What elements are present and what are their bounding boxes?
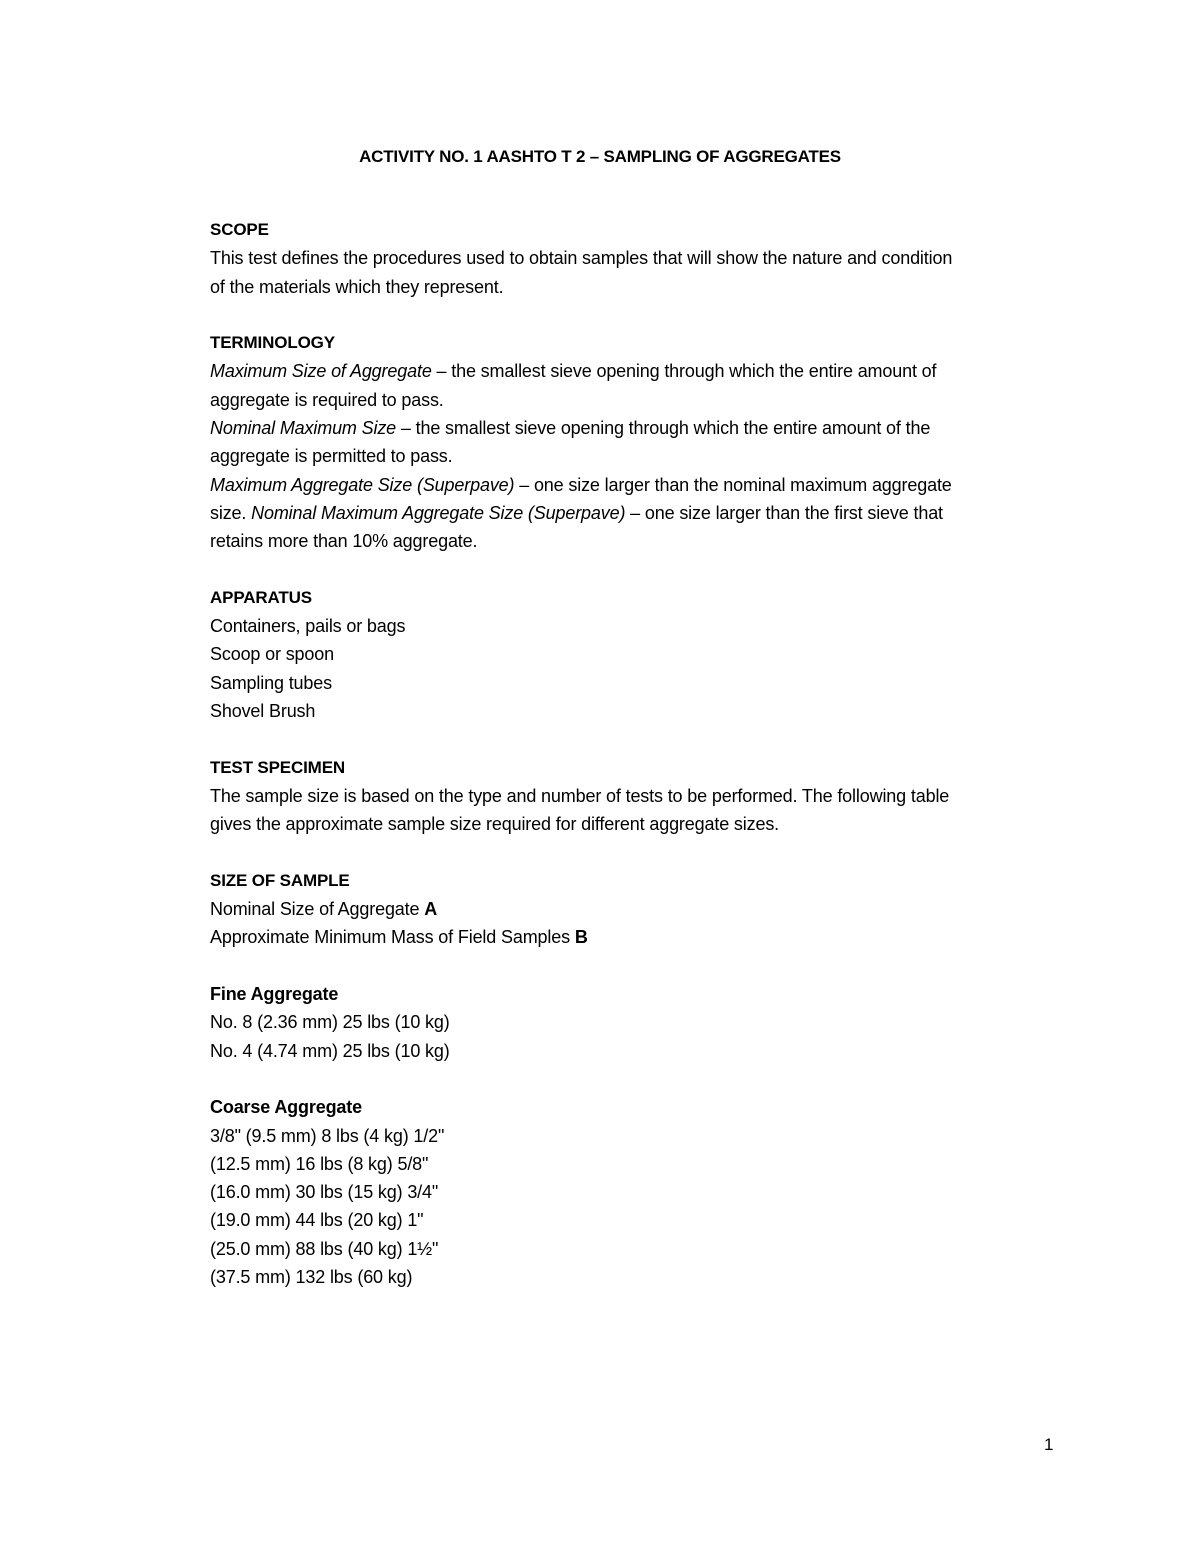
spacer (210, 301, 1070, 329)
min-mass-label: Approximate Minimum Mass of Field Samples (210, 927, 575, 948)
coarse-aggregate-row: 3/8" (9.5 mm) 8 lbs (4 kg) 1/2" (210, 1125, 445, 1146)
coarse-aggregate-row: (37.5 mm) 132 lbs (60 kg) (210, 1266, 413, 1287)
term-max-size-definition: – the smallest sieve opening through which the entire amount of (431, 361, 937, 382)
size-of-sample-heading: SIZE OF SAMPLE (210, 870, 350, 890)
term-superpave-max-definition-end: size. (210, 502, 252, 523)
term-superpave-nominal-line-2: retains more than 10% aggregate. (210, 531, 478, 552)
terminology-heading: TERMINOLOGY (210, 333, 335, 353)
nominal-size-label: Nominal Size of Aggregate (210, 899, 425, 920)
coarse-aggregate-row: (25.0 mm) 88 lbs (40 kg) 1½" (210, 1238, 439, 1259)
term-nominal-max-definition: – the smallest sieve opening through which the entire amount of the (396, 418, 931, 439)
spacer (210, 556, 1070, 584)
test-specimen-heading: TEST SPECIMEN (210, 757, 346, 777)
spacer (210, 1065, 1070, 1093)
size-of-sample-line-2 (210, 923, 1070, 951)
coarse-aggregate-row: (19.0 mm) 44 lbs (20 kg) 1" (210, 1210, 424, 1231)
fine-aggregate-row: No. 4 (4.74 mm) 25 lbs (10 kg) (210, 1040, 450, 1061)
coarse-aggregate-heading: Coarse Aggregate (210, 1097, 362, 1118)
term-max-size: Maximum Size of Aggregate (210, 361, 432, 382)
term-superpave-nominal-definition: – one size larger than the first sieve that (625, 502, 943, 523)
coarse-aggregate-row: (12.5 mm) 16 lbs (8 kg) 5/8" (210, 1153, 429, 1174)
apparatus-item: Shovel Brush (210, 701, 316, 722)
note-marker-a: A (424, 899, 438, 920)
scope-heading: SCOPE (210, 220, 269, 239)
spacer (210, 725, 1070, 753)
term-superpave-max: Maximum Aggregate Size (Superpave) (210, 474, 515, 495)
term-superpave-max-line-1 (210, 471, 1070, 499)
apparatus-item: Scoop or spoon (210, 644, 334, 665)
term-max-size-line-1 (210, 357, 1070, 385)
term-nominal-max-line-1 (210, 414, 1070, 442)
term-superpave-max-definition: – one size larger than the nominal maximum aggregate (514, 474, 952, 495)
test-specimen-line-2: gives the approximate sample size required for different aggregate sizes. (210, 814, 780, 835)
coarse-aggregate-row: (16.0 mm) 30 lbs (15 kg) 3/4" (210, 1182, 439, 1203)
page-number: 1 (1044, 1435, 1054, 1454)
fine-aggregate-row: No. 8 (2.36 mm) 25 lbs (10 kg) (210, 1012, 450, 1033)
fine-aggregate-heading: Fine Aggregate (210, 984, 339, 1005)
term-superpave-nominal-line-1 (210, 499, 1070, 527)
term-nominal-max-line-2: aggregate is permitted to pass. (210, 446, 453, 467)
test-specimen-line-1: The sample size is based on the type and number of tests to be performed. The following table (210, 785, 950, 806)
term-nominal-max: Nominal Maximum Size (210, 418, 397, 439)
apparatus-item: Containers, pails or bags (210, 616, 406, 637)
note-marker-b: B (574, 927, 588, 948)
scope-text-line-1: This test defines the procedures used to obtain samples that will show the nature and condition (210, 248, 953, 269)
size-of-sample-line-1 (210, 895, 1070, 923)
spacer (210, 952, 1070, 980)
term-superpave-nominal: Nominal Maximum Aggregate Size (Superpave) (251, 502, 626, 523)
document-body (210, 216, 1070, 1291)
document-title: ACTIVITY NO. 1 AASHTO T 2 – SAMPLING OF AGGREGATES (359, 147, 841, 166)
spacer (210, 839, 1070, 867)
scope-text-line-2: of the materials which they represent. (210, 276, 504, 297)
apparatus-item: Sampling tubes (210, 672, 332, 693)
term-max-size-line-2: aggregate is required to pass. (210, 389, 444, 410)
apparatus-heading: APPARATUS (210, 587, 312, 607)
